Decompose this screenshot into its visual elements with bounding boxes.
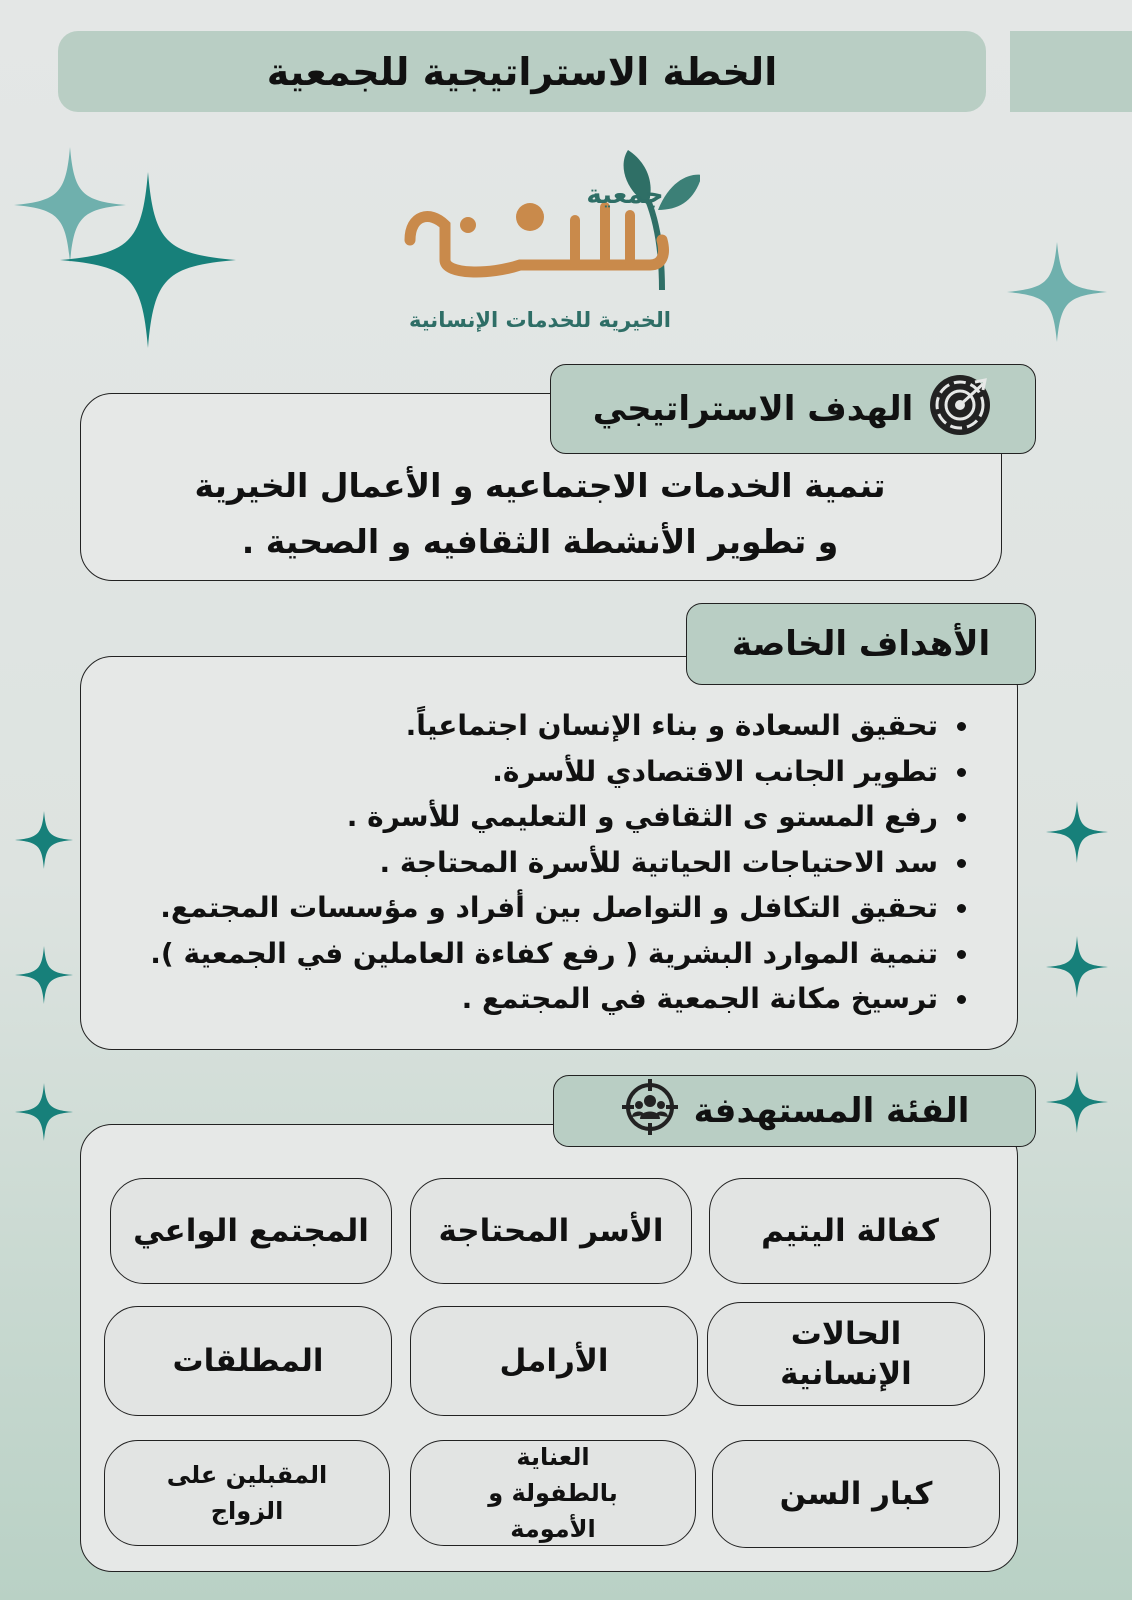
page-title: الخطة الاستراتيجية للجمعية [58, 31, 986, 112]
list-item: • تحقيق السعادة و بناء الإنسان اجتماعياً. [62, 703, 942, 749]
sparkle-icon [1045, 800, 1109, 864]
list-item: • تطوير الجانب الاقتصادي للأسرة. [62, 749, 942, 795]
logo [400, 145, 700, 345]
target-group-heading-text: الفئة المستهدفة [693, 1091, 970, 1131]
strategic-goal-heading-text: الهدف الاستراتيجي [592, 389, 914, 429]
svg-text:جمعية: جمعية [586, 180, 664, 210]
list-item: • سد الاحتياجات الحياتية للأسرة المحتاجة . [62, 840, 942, 886]
list-item: • تحقيق التكافل و التواصل بين أفراد و مؤسسات المجتمع. [62, 885, 942, 931]
target-group-heading [553, 1075, 1036, 1147]
list-item: • ترسيخ مكانة الجمعية في المجتمع . [62, 976, 942, 1022]
target-group-item: الأسر المحتاجة [410, 1178, 692, 1284]
strategic-goal-line: تنمية الخدمات الاجتماعيه و الأعمال الخيرية [194, 466, 886, 505]
target-growth-icon [927, 372, 993, 447]
svg-text:الخيرية للخدمات الإنسانية: الخيرية للخدمات الإنسانية [409, 308, 671, 332]
specific-goals-heading: الأهداف الخاصة [686, 603, 1036, 685]
target-group-item: المجتمع الواعي [110, 1178, 392, 1284]
specific-goals-list [62, 703, 972, 1022]
list-item: • رفع المستو ى الثقافي و التعليمي للأسرة . [62, 794, 942, 840]
list-item: • تنمية الموارد البشرية ( رفع كفاءة العاملين في الجمعية ). [62, 931, 942, 977]
target-group-item: كفالة اليتيم [709, 1178, 991, 1284]
strategic-goal-text [100, 458, 980, 570]
target-group-item: العناية بالطفولة و الأمومة [410, 1440, 696, 1546]
target-group-item: الأرامل [410, 1306, 698, 1416]
sparkle-icon [1045, 1070, 1109, 1134]
strategic-goal-heading [550, 364, 1036, 454]
sparkle-icon [14, 1082, 74, 1142]
sparkle-icon [1005, 240, 1109, 344]
target-group-item: الحالات الإنسانية [707, 1302, 985, 1406]
target-group-item: كبار السن [712, 1440, 1000, 1548]
target-group-item: المقبلين على الزواج [104, 1440, 390, 1546]
target-group-item: المطلقات [104, 1306, 392, 1416]
sparkle-icon [58, 170, 238, 350]
strategic-goal-line: و تطوير الأنشطة الثقافيه و الصحية . [241, 522, 839, 561]
corner-decoration [1010, 31, 1132, 112]
target-people-icon [620, 1077, 680, 1146]
sparkle-icon [1045, 935, 1109, 999]
